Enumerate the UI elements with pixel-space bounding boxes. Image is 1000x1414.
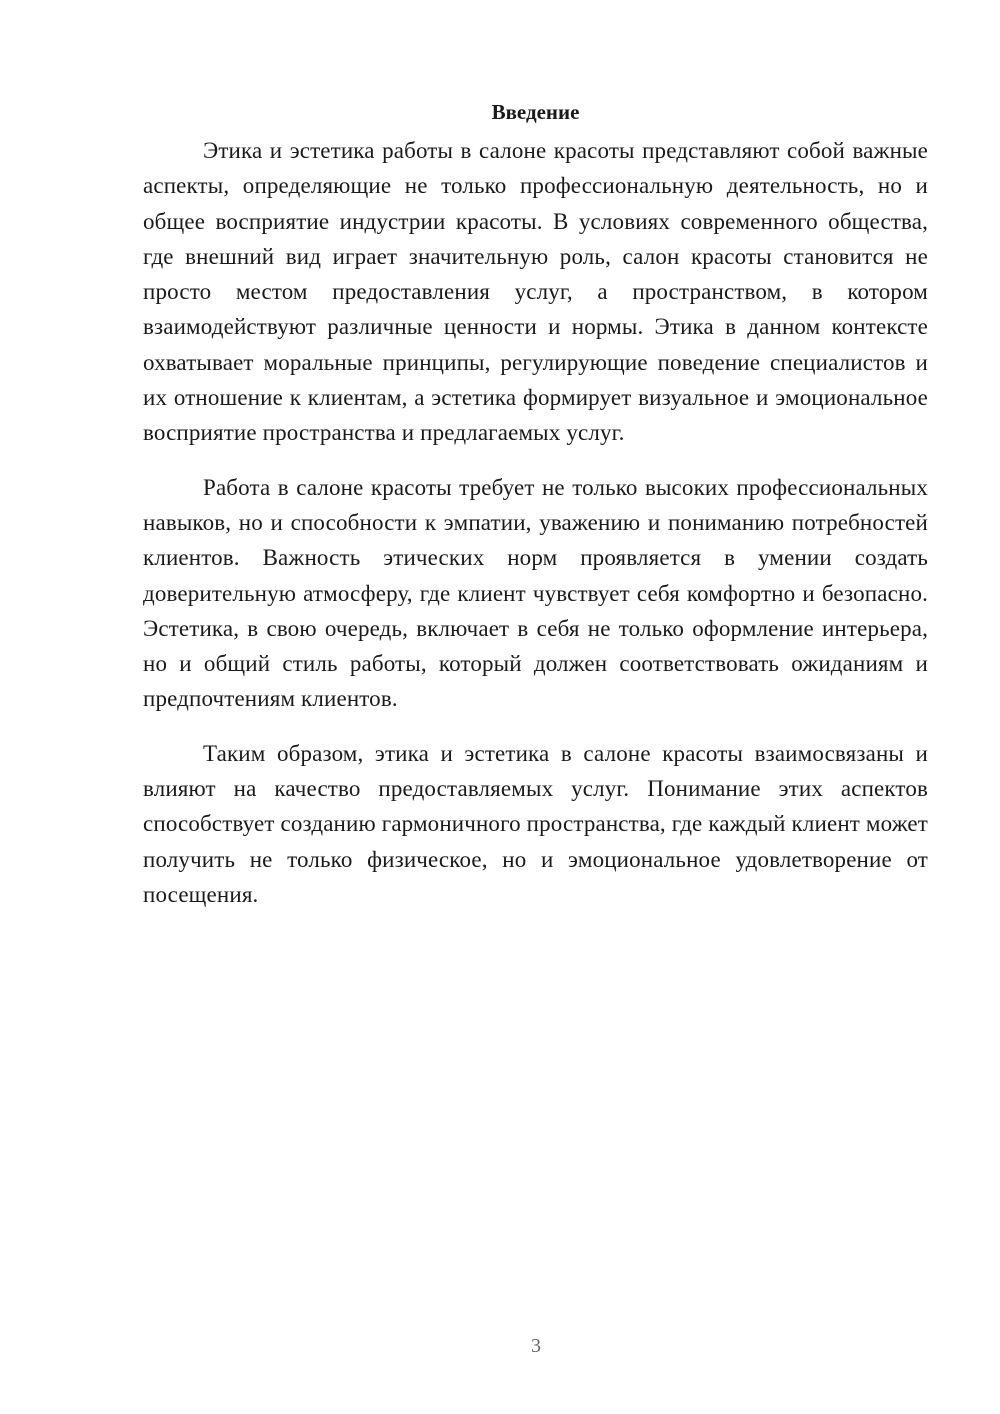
page-number: 3 [531,1335,541,1357]
paragraph-2: Работа в салоне красоты требует не только высоких профессиональных навыков, но и способности к эмпатии, уважению и пониманию потребностей клиентов. Важность этических норм проявляется в умении создать доверительную атмосферу, где клиент чувствует себя комфортно и безопасно. Эстетика, в свою очередь, включает в себя не только оформление интерьера, но и общий стиль работы, который должен соответствовать ожиданиям и предпочтениям клиентов. [143,474,928,712]
page-content [143,98,928,931]
paragraph-3: Таким образом, этика и эстетика в салоне красоты взаимосвязаны и влияют на качество предоставляемых услуг. Понимание этих аспектов способствует созданию гармоничного пространства, где каждый клиент может получить не только физическое, но и эмоциональное удовлетворение от посещения. [143,740,928,907]
section-heading: Введение [491,100,580,124]
paragraph-1: Этика и эстетика работы в салоне красоты представляют собой важные аспекты, определяющие не только профессиональную деятельность, но и общее восприятие индустрии красоты. В условиях современного общества, где внешний вид играет значительную роль, салон красоты становится не просто местом предоставления услуг, а пространством, в котором взаимодействуют различные ценности и нормы. Этика в данном контексте охватывает моральные принципы, регулирующие поведение специалистов и их отношение к клиентам, а эстетика формирует визуальное и эмоциональное восприятие пространства и предлагаемых услуг. [143,138,928,446]
